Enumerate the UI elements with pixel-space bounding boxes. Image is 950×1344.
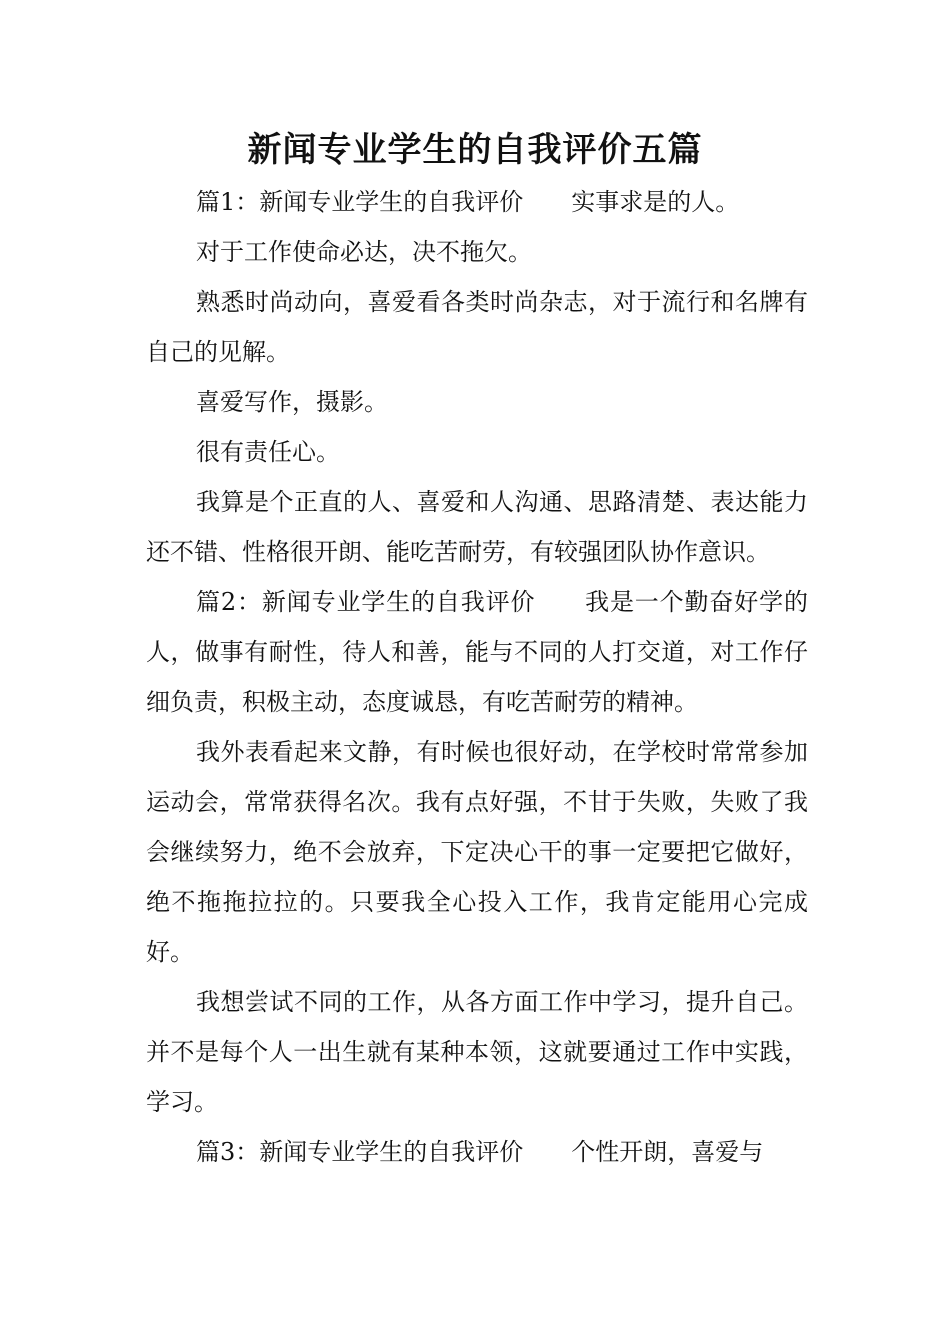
document-title: 新闻专业学生的自我评价五篇 [247,130,703,170]
paragraph: 篇1：新闻专业学生的自我评价 实事求是的人。 [196,188,740,216]
paragraph: 我算是个正直的人、喜爱和人沟通、思路清楚、表达能力还不错、性格很开朗、能吃苦耐劳，有较强团队协作意识。 [146,488,808,566]
paragraph: 熟悉时尚动向，喜爱看各类时尚杂志，对于流行和名牌有自己的见解。 [146,288,808,366]
paragraph: 篇3：新闻专业学生的自我评价 个性开朗，喜爱与 [196,1138,764,1166]
paragraph: 篇2：新闻专业学生的自我评价 我是一个勤奋好学的人，做事有耐性，待人和善，能与不同的人打交道，对工作仔细负责，积极主动，态度诚恳，有吃苦耐劳的精神。 [146,588,808,716]
document-body [146,177,808,1177]
paragraph: 我外表看起来文静，有时候也很好动，在学校时常常参加运动会，常常获得名次。我有点好强，不甘于失败，失败了我会继续努力，绝不会放弃，下定决心干的事一定要把它做好，绝不拖拖拉拉的。只要我全心投入工作，我肯定能用心完成好。 [146,738,808,966]
paragraph: 喜爱写作，摄影。 [196,388,388,416]
paragraph: 对于工作使命必达，决不拖欠。 [196,238,532,266]
paragraph: 我想尝试不同的工作，从各方面工作中学习，提升自己。并不是每个人一出生就有某种本领，这就要通过工作中实践，学习。 [146,988,808,1116]
paragraph: 很有责任心。 [196,438,340,466]
